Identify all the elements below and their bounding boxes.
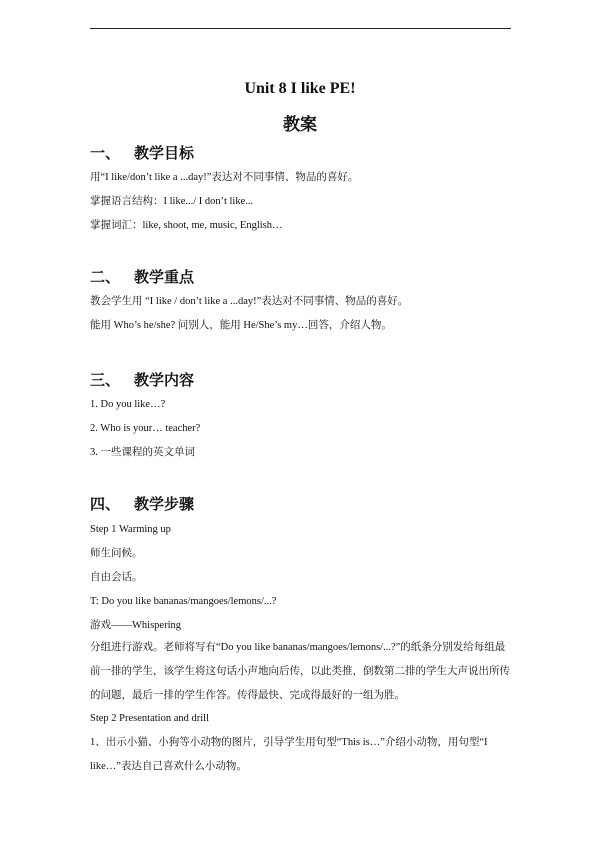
text-line: Step 1 Warming up [90, 524, 171, 535]
section-number: 三、 [90, 371, 121, 389]
text-line: T: Do you like bananas/mangoes/lemons/...? [90, 596, 277, 607]
section-number: 二、 [90, 268, 121, 286]
section-title: 教学步骤 [134, 495, 195, 513]
section-heading-steps [90, 493, 194, 514]
text-line: 游戏——Whispering [90, 620, 181, 631]
text-line: 2. Who is your… teacher? [90, 423, 201, 434]
text-line: 自由会话。 [90, 572, 143, 583]
text-line: 1. Do you like…? [90, 399, 166, 410]
paragraph-presentation: 1、出示小猫、小狗等小动物的图片，引导学生用句型“This is…”介绍小动物，用句型“I like…”表达自己喜欢什么小动物。 [90, 737, 488, 772]
section-heading-objectives [90, 142, 194, 163]
section-number: 四、 [90, 495, 121, 513]
section-heading-content [90, 369, 194, 390]
text-line: 用“I like/don’t like a ...day!”表达对不同事情、物品的喜好。 [90, 172, 359, 183]
document-subtitle: 教案 [283, 115, 317, 134]
section-number: 一、 [90, 144, 121, 162]
text-line: 师生问候。 [90, 548, 143, 559]
header-rule [90, 28, 511, 29]
section-heading-key-points [90, 266, 194, 287]
text-line: 3. 一些课程的英文单词 [90, 447, 195, 458]
text-line: 掌握语言结构：I like.../ I don’t like... [90, 196, 254, 207]
section-title: 教学目标 [134, 144, 195, 162]
text-line: 掌握词汇：like, shoot, me, music, English… [90, 220, 283, 231]
document-title: Unit 8 I like PE! [244, 80, 356, 97]
text-line: 能用 Who’s he/she? 问别人，能用 He/She’s my…回答，介绍人物。 [90, 320, 392, 331]
section-title: 教学重点 [134, 268, 195, 286]
paragraph-game-description: 分组进行游戏。老师将写有“Do you like bananas/mangoes/lemons/...?”的纸条分别发给每组最前一排的学生，该学生将这句话小声地向后传，以此类推，倒数第二排的学生大声说出所传的问题，最后一排的学生作答。传得最快、完成得最好的一组为胜。 [90, 642, 510, 701]
text-line: Step 2 Presentation and drill [90, 713, 209, 724]
text-line: 教会学生用 “I like / don’t like a ...day!”表达对不同事情、物品的喜好。 [90, 296, 409, 307]
section-title: 教学内容 [134, 371, 195, 389]
